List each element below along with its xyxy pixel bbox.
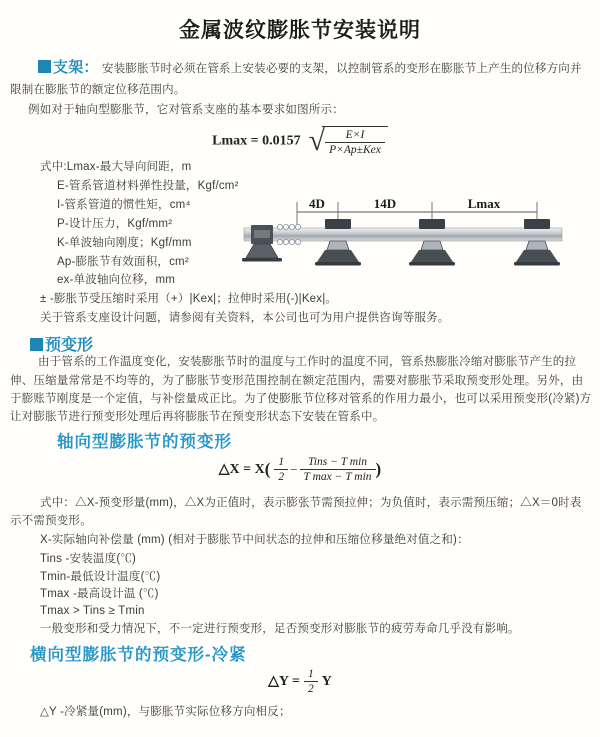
formula-dy-lhs: △Y = <box>268 674 300 690</box>
formula-lmax <box>0 124 600 158</box>
k-def-line: K-单波轴向刚度；Kgf/mm <box>57 237 192 249</box>
formula-delta-y <box>0 668 600 695</box>
support-intro-line1 <box>38 60 582 77</box>
plusminus-note: ± -膨胀节受压缩时采用（+）|Kex|；拉伸时采用(-)|Kex|。 <box>40 293 338 305</box>
e-def-line: E-管系管道材料弹性投量，Kgf/cm² <box>57 180 239 192</box>
temp-frac-den: T max − T min <box>303 471 372 483</box>
ex-def-line: ex-单波轴向位移，mm <box>57 274 176 286</box>
axial-note-line: 一般变形和受力情况下，不一定进行预变形，足否预变形对膨胀节的疲劳寿命几乎没有影响。 <box>40 623 520 635</box>
dim-label-14d: 14D <box>373 196 397 211</box>
blue-square-icon <box>38 60 51 73</box>
temp-frac-num: Tins − T min <box>300 456 376 470</box>
dy-half-den: 2 <box>307 683 314 695</box>
temp-fraction <box>300 456 376 483</box>
pipe-support-diagram <box>240 190 600 290</box>
lateral-subsection-heading: 横向型膨胀节的预变形-冷紧 <box>30 646 247 664</box>
dx-explain-line2: 示不需预变形。 <box>10 515 92 527</box>
tmax-def-line: Tmax -最高设计温 (℃) <box>40 588 159 600</box>
support-intro-text: 安装膨胀节时必须在管系上安装必要的支架，以控制管系的变形在膨胀节上产生的位移方向并 <box>102 63 582 75</box>
dim-label-lmax: Lmax <box>467 196 501 211</box>
guide-support-3 <box>514 219 560 266</box>
formula-dx-lhs: △X = X <box>218 462 265 478</box>
predeform-para-line3: 于膨账节刚度是一个定值，与补偿量成正比。为了使膨胀节位移对管系的作用力最小，也可以采用预变形(冷紧)方 <box>10 393 592 405</box>
x-def-line: X-实际轴向补偿量 (mm) (相对于膨胀节中间状态的拉伸和压缩位移量绝对值之和)： <box>40 534 469 546</box>
predeform-para-line1: 由于管系的工作温度变化，安装膨胀节时的温度与工作时的温度不同，管系热膨胀冷缩对膨胀节产生的拉 <box>38 356 577 368</box>
lmax-def-line: 式中:Lmax-最大导向间距，m <box>40 161 192 173</box>
formula-lmax-lhs: Lmax = 0.0157 <box>212 133 301 149</box>
dim-label-4d: 4D <box>309 196 325 211</box>
guide-support-2 <box>409 219 455 266</box>
close-paren: ) <box>375 459 382 479</box>
temp-relation-line: Tmax > Tins ≥ Tmin <box>40 605 145 617</box>
guide-support-1 <box>315 219 361 266</box>
lateral-note-line: △Y -冷紧量(mm)，与膨胀节实际位移方向相反； <box>40 706 291 718</box>
dy-half-num: 1 <box>304 668 318 682</box>
blue-square-icon <box>30 338 43 351</box>
sqrt-fraction-numerator: E×I <box>325 129 385 143</box>
sqrt-radical-glyph: √ <box>308 124 326 157</box>
half-num: 1 <box>274 456 288 470</box>
tmin-def-line: Tmin-最低设计温度(℃) <box>40 571 161 583</box>
ap-def-line: Ap-膨胀节有效面积，cm² <box>57 256 189 268</box>
predeform-para-line2: 伸、压缩量常常是不均等的，为了膨胀节变形范围控制在额定范围内，需要对膨胀节采取预变形处理。另外，由 <box>10 375 584 387</box>
half-fraction <box>274 456 288 483</box>
support-section-heading: 支架： <box>38 59 99 76</box>
predeform-section-heading: 预变形 <box>30 332 93 355</box>
formula-delta-x <box>0 456 600 483</box>
dy-half-fraction <box>304 668 318 695</box>
sqrt-fraction-denominator: P×Ap±Kex <box>329 144 381 156</box>
sqrt-body <box>322 126 388 156</box>
minus-op: − <box>290 461 298 477</box>
consult-note: 关于管系支座设计问题，请参阅有关资料，本公司也可为用户提供咨询等服务。 <box>40 312 450 324</box>
dx-explain-line1: 式中：△X-预变形量(mm)，△X为正值时，表示膨张节需预拉伸；为负值时，表示需预压缩；△X＝0时表 <box>40 497 582 509</box>
tins-def-line: Tins -安装温度(℃) <box>40 553 137 565</box>
sqrt-fraction <box>325 129 385 156</box>
axial-subsection-heading: 轴向型膨胀节的预变形 <box>57 433 232 451</box>
predeform-para-line4: 让对膨胀节进行预变形处理后再将膨胀节在预变形状态下安装在管系中。 <box>10 411 385 423</box>
support-intro-line2: 限制在膨胀节的额定位移范围内。 <box>10 84 186 96</box>
p-def-line: P-设计压力，Kgf/mm² <box>57 218 173 230</box>
half-den: 2 <box>278 471 285 483</box>
page-title: 金属波纹膨胀节安装说明 <box>179 19 421 42</box>
formula-dy-rhs: Y <box>321 674 332 690</box>
open-paren: ( <box>264 459 271 479</box>
i-def-line: I-管系管道的惯性矩，cm⁴ <box>57 199 191 211</box>
support-example-line: 例如对于轴向型膨胀节，它对管系支座的基本要求如图所示： <box>28 104 344 116</box>
